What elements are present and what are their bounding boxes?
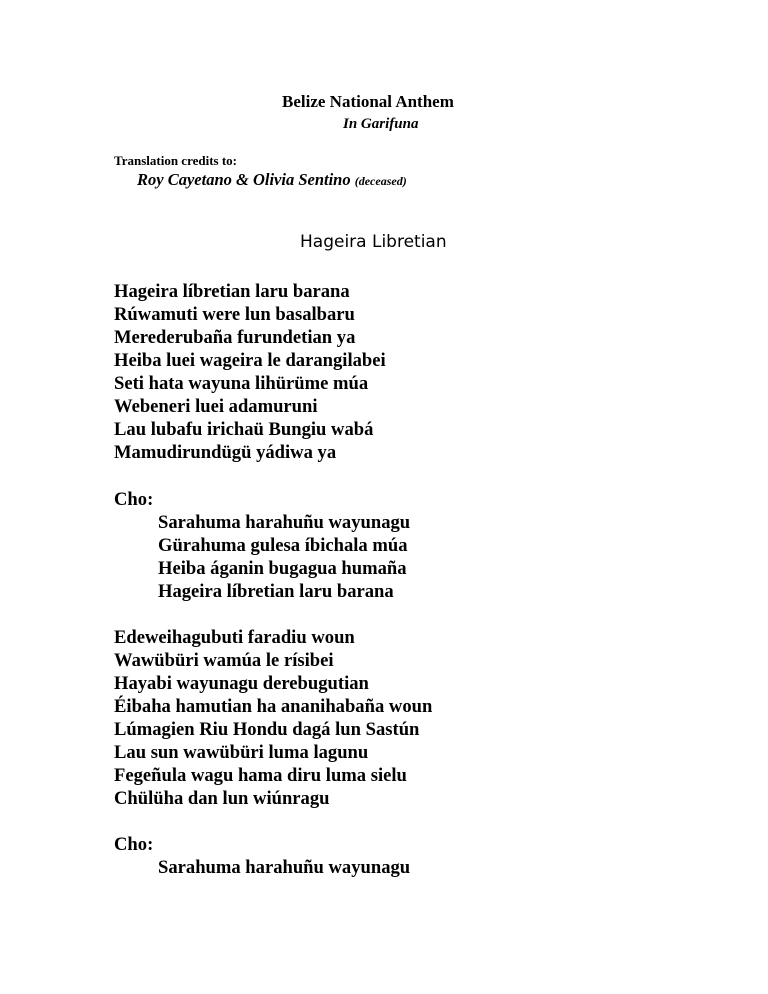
- chorus-label: Cho:: [114, 834, 154, 855]
- chorus-line: Hageira líbretian laru barana: [158, 581, 394, 602]
- verse1-line: Lau lubafu irichaü Bungiu wabá: [114, 419, 374, 440]
- verse2-line: Lau sun wawübüri luma lagunu: [114, 742, 369, 763]
- credits-label: Translation credits to:: [114, 153, 238, 168]
- document-subtitle: In Garifuna: [343, 116, 419, 132]
- song-title: Hageira Libretian: [300, 232, 447, 252]
- verse2-line: Chülüha dan lun wiúnragu: [114, 788, 330, 809]
- document-title: Belize National Anthem: [282, 92, 454, 111]
- verse2-line: Lúmagien Riu Hondu dagá lun Sastún: [114, 719, 420, 740]
- verse2-line: Edeweihagubuti faradiu woun: [114, 627, 355, 648]
- chorus-line: Gürahuma gulesa íbichala múa: [158, 535, 408, 556]
- chorus-line: Sarahuma harahuñu wayunagu: [158, 512, 411, 533]
- verse1-line: Mamudirundügü yádiwa ya: [114, 442, 337, 463]
- credits-names: Roy Cayetano & Olivia Sentino: [137, 170, 351, 189]
- verse1-line: Merederubaña furundetian ya: [114, 327, 356, 348]
- chorus-label: Cho:: [114, 489, 154, 510]
- chorus-line: Sarahuma harahuñu wayunagu: [158, 857, 411, 878]
- verse2-line: Éibaha hamutian ha ananihabaña woun: [114, 696, 433, 717]
- chorus-line: Heiba áganin bugagua humaña: [158, 558, 407, 579]
- verse1-line: Seti hata wayuna lihürüme múa: [114, 373, 369, 394]
- verse2-line: Hayabi wayunagu derebugutian: [114, 673, 369, 694]
- verse1-line: Rúwamuti were lun basalbaru: [114, 304, 355, 325]
- verse1-line: Hageira líbretian laru barana: [114, 281, 350, 302]
- verse1-line: Webeneri luei adamuruni: [114, 396, 318, 417]
- credits-line: [137, 170, 407, 190]
- verse2-line: Wawübüri wamúa le rísibei: [114, 650, 334, 671]
- verse1-line: Heiba luei wageira le darangilabei: [114, 350, 386, 371]
- credits-note: (deceased): [354, 174, 407, 188]
- verse2-line: Fegeñula wagu hama diru luma sielu: [114, 765, 407, 786]
